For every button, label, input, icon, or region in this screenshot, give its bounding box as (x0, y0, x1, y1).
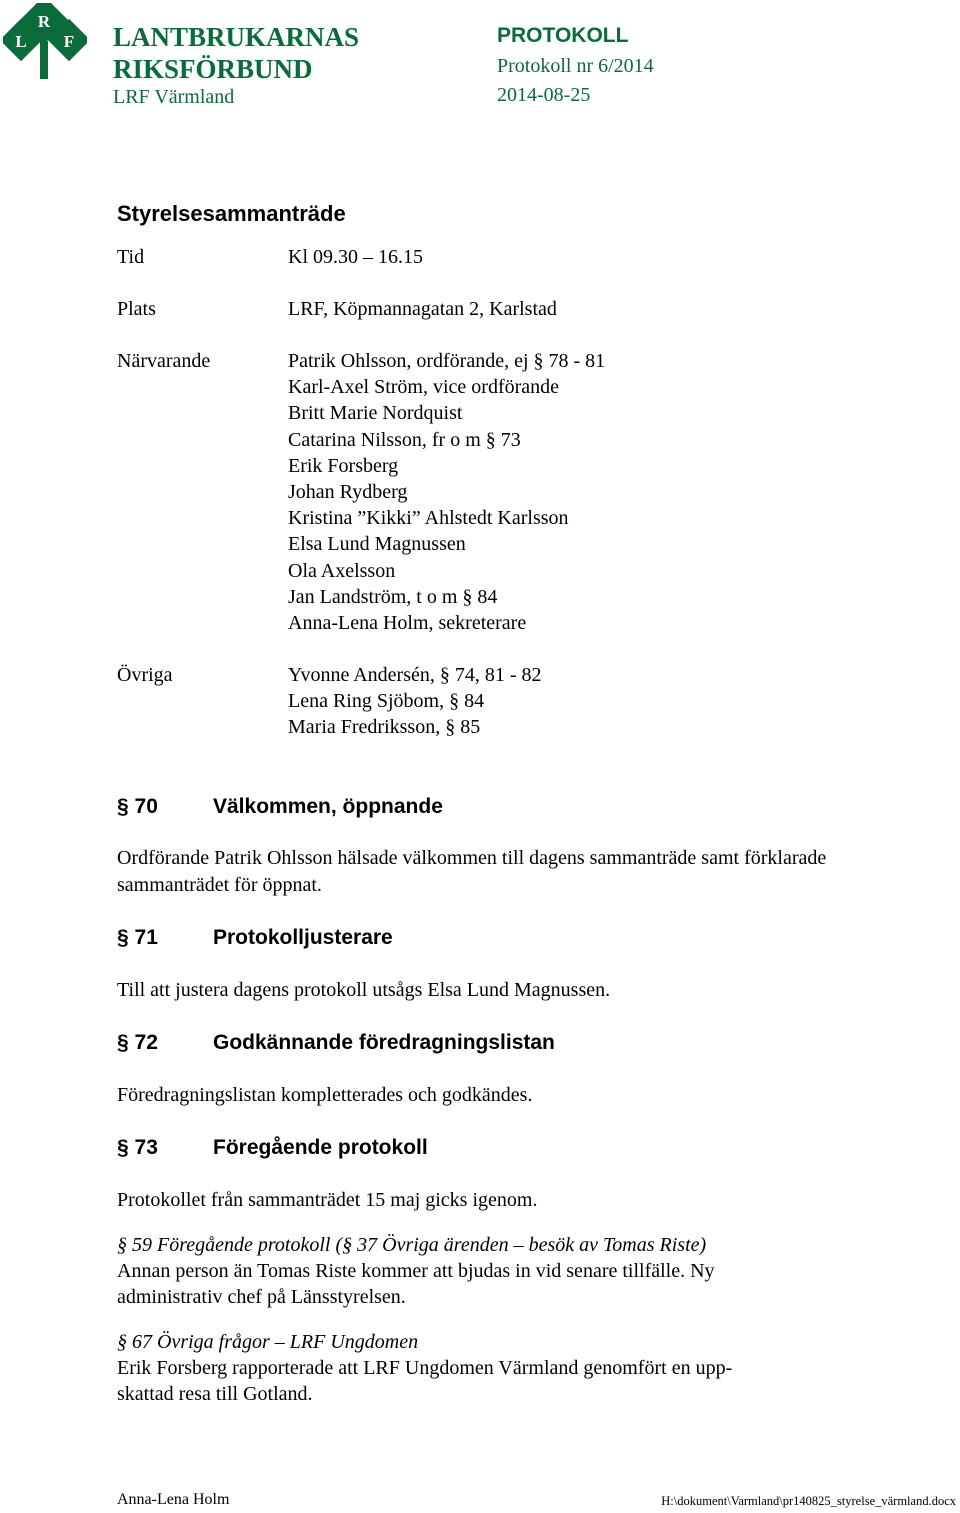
subsection-line: administrativ chef på Länsstyrelsen. (117, 1286, 406, 1308)
section-text: Till att justera dagens protokoll utsågs Elsa Lund Magnussen. (117, 979, 611, 1001)
protocol-number: Protokoll nr 6/2014 (497, 55, 654, 77)
list-item: Maria Fredriksson, § 85 (288, 716, 481, 739)
section-number: § 73 (117, 1136, 158, 1159)
others-label: Övriga (117, 664, 173, 686)
list-item: Erik Forsberg (288, 454, 399, 477)
section-number: § 72 (117, 1031, 158, 1054)
section-title: Protokolljusterare (213, 926, 393, 949)
section-text: Ordförande Patrik Ohlsson hälsade välkommen till dagens sammanträde samt förklarade sammanträdet för öppnat. (117, 847, 827, 896)
list-item: Johan Rydberg (288, 481, 408, 504)
subsection-heading: § 67 Övriga frågor – LRF Ungdomen (117, 1331, 419, 1353)
subsection-line: skattad resa till Gotland. (117, 1383, 313, 1405)
org-name-line1: LANTBRUKARNAS (113, 22, 360, 52)
logo-letter-f: F (63, 32, 75, 51)
subsection-line: Erik Forsberg rapporterade att LRF Ungdomen Värmland genomfört en upp- (117, 1357, 733, 1379)
footer-author: Anna-Lena Holm (117, 1491, 230, 1508)
section-title: Föregående protokoll (213, 1136, 428, 1159)
doc-type: PROTOKOLL (497, 24, 629, 47)
list-item: Catarina Nilsson, fr o m § 73 (288, 428, 521, 451)
list-item: Ola Axelsson (288, 559, 396, 582)
list-item: Patrik Ohlsson, ordförande, ej § 78 - 81 (288, 350, 606, 372)
protocol-date: 2014-08-25 (497, 84, 591, 106)
time-label: Tid (117, 246, 145, 268)
subsection-line: Annan person än Tomas Riste kommer att bjudas in vid senare tillfälle. Ny (117, 1260, 715, 1282)
section-text: Föredragningslistan kompletterades och godkändes. (117, 1084, 533, 1106)
list-item: Elsa Lund Magnussen (288, 533, 466, 556)
section-text: Protokollet från sammanträdet 15 maj gicks igenom. (117, 1189, 538, 1211)
present-list (288, 348, 605, 636)
list-item: Anna-Lena Holm, sekreterare (288, 612, 527, 635)
place-value: LRF, Köpmannagatan 2, Karlstad (288, 298, 557, 320)
lrf-logo (3, 3, 87, 79)
list-item: Yvonne Andersén, § 74, 81 - 82 (288, 664, 542, 686)
org-name-line2: RIKSFÖRBUND (113, 54, 313, 84)
section-number: § 71 (117, 926, 158, 949)
logo-letter-r: R (37, 12, 51, 31)
list-item: Kristina ”Kikki” Ahlstedt Karlsson (288, 507, 569, 530)
footer-file-path: H:\dokument\Varmland\pr140825_styrelse_värmland.docx (661, 1494, 956, 1508)
section-title: Godkännande föredragningslistan (213, 1031, 555, 1054)
meeting-title: Styrelsesammanträde (117, 201, 346, 226)
list-item: Jan Landström, t o m § 84 (288, 585, 498, 608)
present-label: Närvarande (117, 350, 211, 372)
org-sub: LRF Värmland (113, 86, 235, 108)
lrf-logo-icon (3, 3, 87, 79)
logo-letter-l: L (15, 32, 27, 51)
others-list (288, 662, 542, 741)
list-item: Lena Ring Sjöbom, § 84 (288, 690, 485, 713)
place-label: Plats (117, 298, 156, 320)
subsection-heading: § 59 Föregående protokoll (§ 37 Övriga ärenden – besök av Tomas Riste) (117, 1234, 707, 1256)
section-number: § 70 (117, 795, 158, 818)
section-title: Välkommen, öppnande (213, 795, 443, 818)
time-value: Kl 09.30 – 16.15 (288, 246, 423, 268)
list-item: Karl-Axel Ström, vice ordförande (288, 376, 560, 399)
list-item: Britt Marie Nordquist (288, 402, 463, 425)
